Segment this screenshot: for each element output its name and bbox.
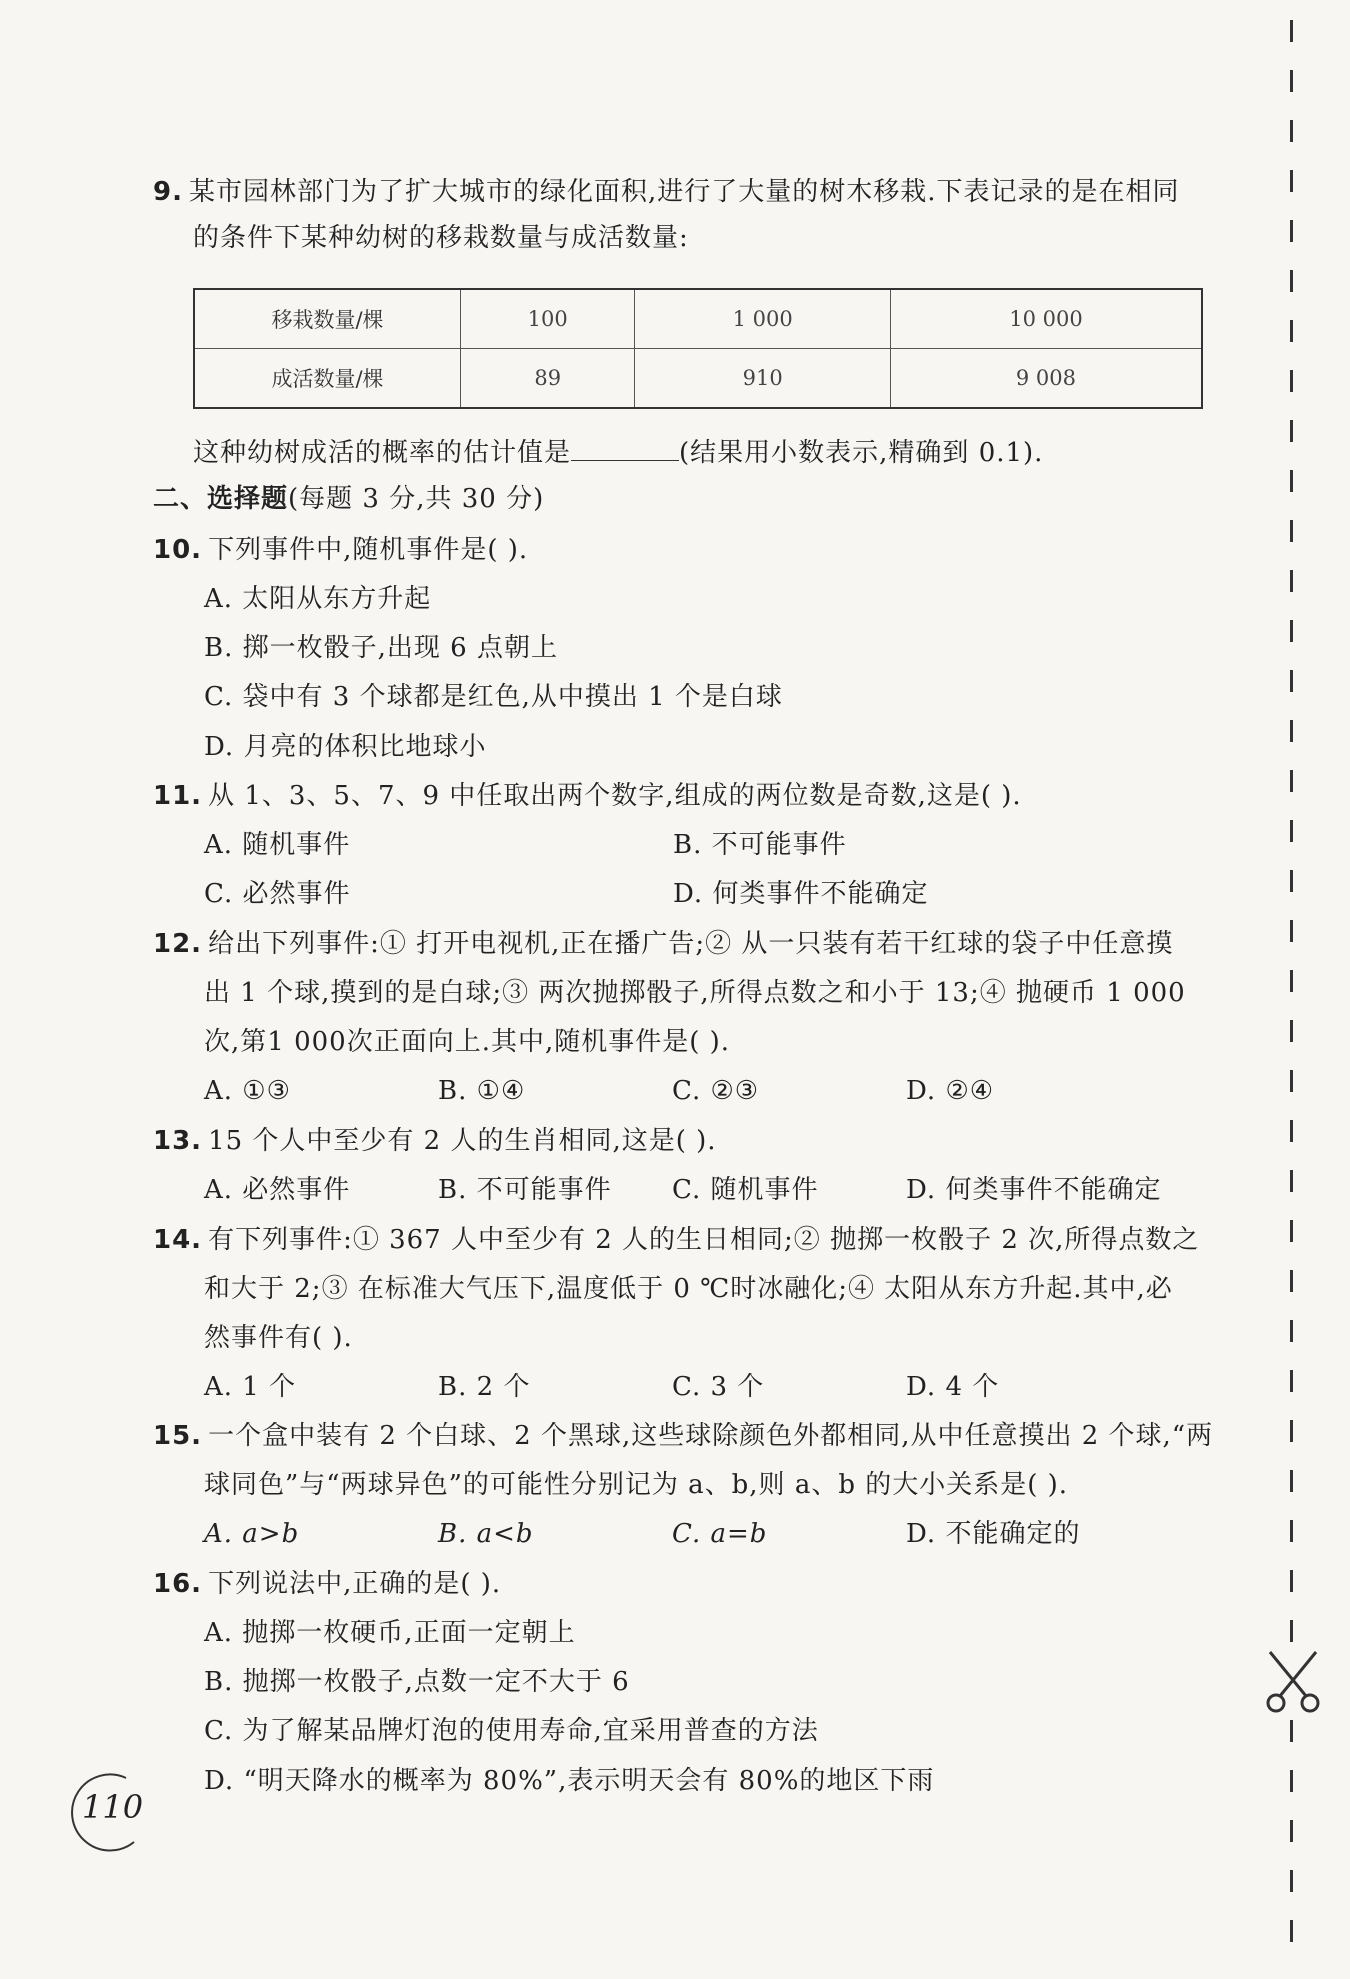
scissors-icon xyxy=(1262,1648,1324,1714)
cut-line-dash xyxy=(1290,1320,1293,1342)
question-12-line-2: 出 1 个球,摸到的是白球;③ 两次抛掷骰子,所得点数之和小于 13;④ 抛硬币 1 000 xyxy=(204,978,1186,1008)
question-number: 12. xyxy=(153,929,203,959)
question-9-line-2: 的条件下某种幼树的移栽数量与成活数量: xyxy=(193,223,689,253)
cut-line-dash xyxy=(1290,1070,1293,1092)
table-row xyxy=(194,289,1202,349)
question-13-stem xyxy=(153,1121,717,1161)
cut-line-dash xyxy=(1290,570,1293,592)
cut-line-dash xyxy=(1290,470,1293,492)
answer-blank[interactable] xyxy=(571,430,679,461)
question-number: 11. xyxy=(153,781,203,811)
cut-line-dash xyxy=(1290,620,1293,642)
option-b[interactable]: B. a<b xyxy=(438,1519,534,1549)
cut-line-dash xyxy=(1290,170,1293,192)
option-d[interactable]: D. 何类事件不能确定 xyxy=(906,1175,1162,1205)
option-c[interactable]: C. 3 个 xyxy=(672,1372,765,1402)
option-d[interactable]: D. 4 个 xyxy=(906,1372,1000,1402)
option-d[interactable]: D. 不能确定的 xyxy=(906,1519,1081,1549)
page-number: 110 xyxy=(82,1788,144,1826)
cut-line-dash xyxy=(1290,320,1293,342)
question-14-line-2: 和大于 2;③ 在标准大气压下,温度低于 0 ℃时冰融化;④ 太阳从东方升起.其中,必 xyxy=(204,1274,1173,1304)
option-a[interactable]: A. 必然事件 xyxy=(204,1175,351,1205)
table-cell: 10 000 xyxy=(890,289,1202,349)
cut-line-dash xyxy=(1290,970,1293,992)
table-cell: 9 008 xyxy=(890,349,1202,409)
cut-line-dash xyxy=(1290,1870,1293,1892)
cut-line-dash xyxy=(1290,370,1293,392)
cut-line-dash xyxy=(1290,1470,1293,1492)
cut-line-dash xyxy=(1290,1520,1293,1542)
question-12-line-3: 次,第1 000次正面向上.其中,随机事件是( ). xyxy=(204,1027,731,1057)
cut-line-dash xyxy=(1290,770,1293,792)
cut-line-dash xyxy=(1290,420,1293,442)
option-a[interactable]: A. 随机事件 xyxy=(204,830,351,860)
table-row xyxy=(194,349,1202,409)
option-b[interactable]: B. 掷一枚骰子,出现 6 点朝上 xyxy=(204,633,558,663)
question-text: (结果用小数表示,精确到 0.1). xyxy=(679,438,1044,468)
table-cell: 100 xyxy=(461,289,635,349)
option-b[interactable]: B. 2 个 xyxy=(438,1372,531,1402)
option-a[interactable]: A. 抛掷一枚硬币,正面一定朝上 xyxy=(204,1618,576,1648)
option-b[interactable]: B. 抛掷一枚骰子,点数一定不大于 6 xyxy=(204,1667,630,1697)
question-number: 15. xyxy=(153,1421,203,1451)
cut-line-dash xyxy=(1290,1770,1293,1792)
question-12-line-1 xyxy=(153,924,1173,964)
question-text: 给出下列事件:① 打开电视机,正在播广告;② 从一只装有若干红球的袋子中任意摸 xyxy=(208,929,1174,959)
question-14-line-3: 然事件有( ). xyxy=(204,1323,353,1353)
option-c[interactable]: C. 为了解某品牌灯泡的使用寿命,宜采用普查的方法 xyxy=(204,1716,819,1746)
cut-line-dash xyxy=(1290,1920,1293,1942)
table-cell: 1 000 xyxy=(635,289,890,349)
option-c[interactable]: C. 必然事件 xyxy=(204,879,351,909)
question-text: 一个盒中装有 2 个白球、2 个黑球,这些球除颜色外都相同,从中任意摸出 2 个球,“两 xyxy=(208,1421,1214,1451)
cut-line-dash xyxy=(1290,1620,1293,1642)
question-number: 14. xyxy=(153,1225,203,1255)
table-header-cell: 成活数量/棵 xyxy=(194,349,461,409)
option-b[interactable]: B. 不可能事件 xyxy=(673,830,847,860)
option-a[interactable]: A. ①③ xyxy=(204,1076,291,1106)
cut-line-dash xyxy=(1290,820,1293,842)
cut-line-dash xyxy=(1290,1720,1293,1742)
cut-line-dash xyxy=(1290,1820,1293,1842)
cut-line-dash xyxy=(1290,920,1293,942)
cut-line-dash xyxy=(1290,1570,1293,1592)
question-9-line-1 xyxy=(153,172,1180,212)
cut-line-dash xyxy=(1290,670,1293,692)
cut-line-dash xyxy=(1290,1370,1293,1392)
table-cell: 910 xyxy=(635,349,890,409)
cut-line-dash xyxy=(1290,1420,1293,1442)
question-15-line-1 xyxy=(153,1416,1213,1456)
option-c[interactable]: C. 随机事件 xyxy=(672,1175,819,1205)
cut-line-dash xyxy=(1290,720,1293,742)
page-number-badge xyxy=(56,1768,146,1858)
question-number: 9. xyxy=(153,177,183,207)
option-c[interactable]: C. ②③ xyxy=(672,1076,760,1106)
cut-line-dash xyxy=(1290,270,1293,292)
option-a[interactable]: A. 太阳从东方升起 xyxy=(204,584,432,614)
question-number: 16. xyxy=(153,1569,203,1599)
option-b[interactable]: B. 不可能事件 xyxy=(438,1175,612,1205)
cut-line-dash xyxy=(1290,1120,1293,1142)
cut-line-dash xyxy=(1290,70,1293,92)
cut-line-dash xyxy=(1290,120,1293,142)
cut-line-dash xyxy=(1290,520,1293,542)
question-14-line-1 xyxy=(153,1220,1199,1260)
question-text: 这种幼树成活的概率的估计值是 xyxy=(193,438,572,468)
option-d[interactable]: D. 月亮的体积比地球小 xyxy=(204,732,487,762)
question-text: 15 个人中至少有 2 人的生肖相同,这是( ). xyxy=(208,1126,717,1156)
question-text: 下列说法中,正确的是( ). xyxy=(208,1569,502,1599)
question-text: 从 1、3、5、7、9 中任取出两个数字,组成的两位数是奇数,这是( ). xyxy=(208,781,1022,811)
option-a[interactable]: A. 1 个 xyxy=(204,1372,297,1402)
question-text: 下列事件中,随机事件是( ). xyxy=(208,535,529,565)
option-a[interactable]: A. a>b xyxy=(204,1519,300,1549)
section-heading xyxy=(153,479,544,519)
question-number: 10. xyxy=(153,535,203,565)
option-c[interactable]: C. 袋中有 3 个球都是红色,从中摸出 1 个是白球 xyxy=(204,682,783,712)
cut-line-dash xyxy=(1290,1270,1293,1292)
cut-line-dash xyxy=(1290,1170,1293,1192)
section-title: 二、选择题 xyxy=(153,484,289,514)
table-cell: 89 xyxy=(461,349,635,409)
cut-line-dash xyxy=(1290,1020,1293,1042)
question-10-stem xyxy=(153,530,528,570)
question-16-stem xyxy=(153,1564,501,1604)
question-11-stem xyxy=(153,776,1022,816)
question-number: 13. xyxy=(153,1126,203,1156)
question-15-line-2: 球同色”与“两球异色”的可能性分别记为 a、b,则 a、b 的大小关系是( ). xyxy=(204,1470,1069,1500)
option-d[interactable]: D. “明天降水的概率为 80%”,表示明天会有 80%的地区下雨 xyxy=(204,1766,935,1796)
option-b[interactable]: B. ①④ xyxy=(438,1076,526,1106)
cut-line-dash xyxy=(1290,220,1293,242)
transplant-table xyxy=(193,288,1203,409)
option-d[interactable]: D. 何类事件不能确定 xyxy=(673,879,929,909)
question-text: 某市园林部门为了扩大城市的绿化面积,进行了大量的树木移栽.下表记录的是在相同 xyxy=(188,177,1180,207)
section-note: (每题 3 分,共 30 分) xyxy=(288,484,545,514)
question-text: 有下列事件:① 367 人中至少有 2 人的生日相同;② 抛掷一枚骰子 2 次,所得点数之 xyxy=(208,1225,1200,1255)
cut-line-dash xyxy=(1290,20,1293,42)
cut-line-dash xyxy=(1290,1220,1293,1242)
table-header-cell: 移栽数量/棵 xyxy=(194,289,461,349)
option-d[interactable]: D. ②④ xyxy=(906,1076,995,1106)
option-c[interactable]: C. a=b xyxy=(672,1519,768,1549)
question-9-answer-line xyxy=(193,430,1043,473)
cut-line-dash xyxy=(1290,870,1293,892)
